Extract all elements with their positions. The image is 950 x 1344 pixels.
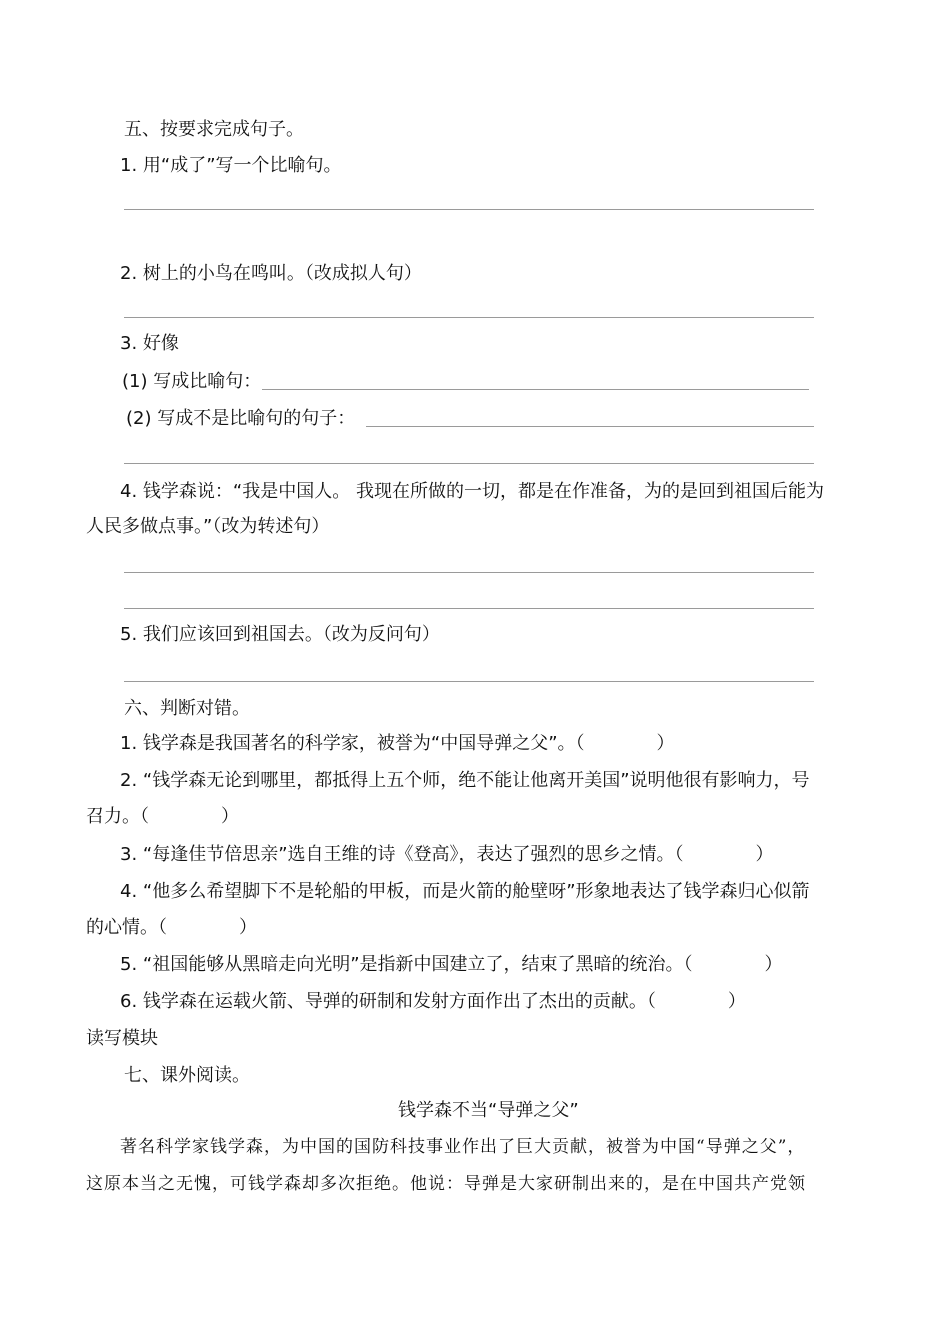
- module-label: 读写模块: [86, 1028, 158, 1049]
- section6-question-4-line1: 4. “他多么希望脚下不是轮船的甲板，而是火箭的舱壁呀”形象地表达了钱学森归心似箭: [120, 881, 810, 902]
- section6-question-3: 3. “每逢佳节倍思亲”选自王维的诗《登高》，表达了强烈的思乡之情。（ ）: [120, 844, 774, 865]
- answer-line-q4a[interactable]: [124, 572, 814, 573]
- passage-line-2: 这原本当之无愧，可钱学森却多次拒绝。他说：导弹是大家研制出来的，是在中国共产党领: [86, 1174, 806, 1194]
- section6-heading: 六、判断对错。: [124, 698, 250, 719]
- section6-question-5: 5. “祖国能够从黑暗走向光明”是指新中国建立了，结束了黑暗的统治。（ ）: [120, 954, 783, 975]
- answer-line-q3b-extra[interactable]: [124, 463, 814, 464]
- section6-question-2-line2: 召力。（ ）: [86, 806, 239, 827]
- passage-line-1: 著名科学家钱学森，为中国的国防科技事业作出了巨大贡献，被誉为中国“导弹之父”，: [120, 1137, 806, 1157]
- section6-question-2-line1: 2. “钱学森无论到哪里，都抵得上五个师，绝不能让他离开美国”说明他很有影响力，号: [120, 770, 810, 791]
- section7-heading: 七、课外阅读。: [124, 1065, 250, 1086]
- section5-question-1: 1. 用“成了”写一个比喻句。: [120, 155, 342, 176]
- section5-question-5: 5. 我们应该回到祖国去。（改为反问句）: [120, 624, 440, 645]
- section5-question-3a: (1) 写成比喻句：: [122, 371, 262, 392]
- section5-question-3b: (2) 写成不是比喻句的句子：: [126, 408, 356, 429]
- answer-line-q5[interactable]: [124, 681, 814, 682]
- section6-question-1: 1. 钱学森是我国著名的科学家，被誉为“中国导弹之父”。（ ）: [120, 733, 675, 754]
- answer-line-q3a[interactable]: [262, 389, 809, 390]
- answer-line-q3b[interactable]: [366, 426, 814, 427]
- answer-line-q1[interactable]: [124, 209, 814, 210]
- answer-line-q2[interactable]: [124, 317, 814, 318]
- section5-question-2: 2. 树上的小鸟在鸣叫。（改成拟人句）: [120, 263, 422, 284]
- section5-question-4-line2: 人民多做点事。”（改为转述句）: [86, 516, 330, 537]
- section5-heading: 五、按要求完成句子。: [124, 119, 304, 140]
- answer-line-q4b[interactable]: [124, 608, 814, 609]
- passage-title: 钱学森不当“导弹之父”: [398, 1100, 579, 1121]
- section6-question-6: 6. 钱学森在运载火箭、导弹的研制和发射方面作出了杰出的贡献。（ ）: [120, 991, 746, 1012]
- section5-question-3: 3. 好像: [120, 333, 179, 354]
- section6-question-4-line2: 的心情。（ ）: [86, 917, 257, 938]
- section5-question-4-line1: 4. 钱学森说：“我是中国人。 我现在所做的一切，都是在作准备，为的是回到祖国后能为: [120, 481, 824, 502]
